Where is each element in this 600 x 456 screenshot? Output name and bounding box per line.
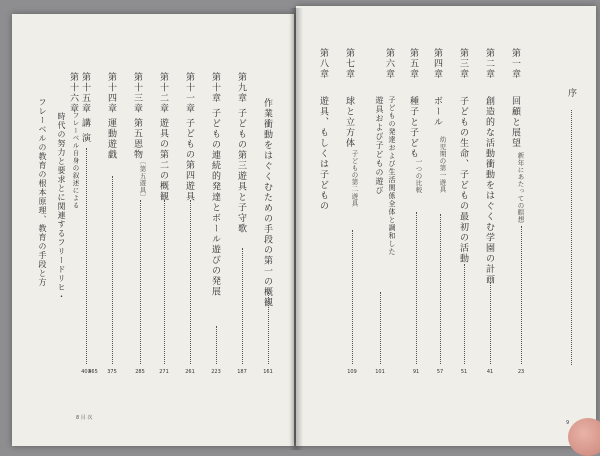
toc-page-num: 91	[412, 369, 420, 375]
toc-leader	[571, 110, 572, 365]
toc-chapter-title: 第五恩物	[132, 118, 142, 160]
toc-chapter-sub: 子どもの第二遊具	[350, 150, 359, 207]
toc-leader	[416, 212, 417, 364]
toc-chapter-num: 第十五章	[80, 72, 90, 114]
toc-page-num: 109	[347, 369, 357, 375]
toc-leader	[380, 292, 381, 364]
left-page-footer: 8 目 次	[76, 415, 93, 421]
toc-chapter-title: ボール	[432, 96, 442, 128]
toc-chapter-num: 第一章	[510, 48, 520, 80]
toc-chapter-title: 創造的な活動衝動をはぐくむ学園の計画	[484, 96, 494, 285]
toc-chapter-title-line3: フレーベルの教育の根本原理、教育の手段と方	[38, 98, 47, 287]
toc-chapter-title: 講演	[80, 118, 90, 148]
toc-leader	[490, 282, 491, 364]
toc-chapter-num: 第四章	[432, 48, 442, 80]
toc-chapter-title: 球と立方体	[344, 96, 354, 149]
toc-leader	[216, 326, 217, 364]
finger-shadow	[568, 418, 600, 456]
toc-chapter-num: 第九章	[236, 72, 246, 104]
toc-chapter-title: 種子と子ども	[408, 96, 418, 159]
toc-page-num: 51	[460, 369, 468, 375]
toc-leader	[352, 230, 353, 364]
toc-page-num: 161	[263, 369, 273, 375]
toc-chapter-title: 子どもの生命、子どもの最初の活動	[458, 96, 468, 264]
toc-chapter-sub: 〔第五遊具〕	[138, 158, 147, 201]
toc-leader	[268, 292, 269, 364]
toc-chapter-num: 第十二章	[158, 72, 168, 114]
toc-chapter-title: 遊具の第二の概観	[158, 118, 168, 202]
toc-chapter-title: 子どもの第四遊具	[184, 118, 194, 202]
toc-page-num: 223	[211, 369, 221, 375]
toc-leader	[440, 214, 441, 364]
toc-chapter-num: 第十四章	[106, 72, 116, 114]
toc-page-num: 41	[486, 369, 494, 375]
toc-chapter-title-line2: 時代の努力と要求とに関連するフリードリヒ・	[57, 112, 66, 301]
toc-chapter-num: 第七章	[344, 48, 354, 80]
toc-chapter-sub: 幼児期の第一遊具	[438, 136, 447, 193]
toc-chapter-sub: 一つの比較	[414, 158, 423, 194]
toc-chapter-title-line1: フレーベル自身の叙述による	[71, 112, 80, 210]
left-page	[12, 14, 294, 446]
toc-chapter-num: 第三章	[458, 48, 468, 80]
toc-leader	[164, 200, 165, 364]
toc-page-num: 285	[135, 369, 145, 375]
toc-leader	[112, 176, 113, 364]
toc-chapter-title-line1: 子どもの発達および生活関係全体と調和した	[388, 96, 396, 256]
toc-page-num: 187	[237, 369, 247, 375]
toc-chapter-title: 遊具、もしくは子どもの	[318, 96, 328, 212]
right-page	[296, 6, 596, 446]
toc-chapter-title-line2: 遊具および子どもの遊び	[375, 96, 384, 195]
toc-leader	[140, 200, 141, 364]
toc-page-num: 271	[159, 369, 169, 375]
toc-chapter-num: 第二章	[484, 48, 494, 80]
toc-chapter-num: 第十章	[210, 72, 220, 104]
toc-page-num: 375	[107, 369, 117, 375]
book-gutter	[289, 8, 303, 450]
toc-preface-label: 序	[566, 88, 576, 99]
toc-chapter-num: 第六章	[384, 48, 394, 80]
toc-leader	[242, 248, 243, 364]
toc-chapter-num: 第十一章	[184, 72, 194, 114]
toc-chapter-num: 第十六章	[68, 72, 78, 114]
toc-chapter-num: 第五章	[408, 48, 418, 80]
toc-page-num: 403	[81, 369, 91, 375]
page-folio: 9	[566, 420, 570, 426]
toc-page-num: 261	[185, 369, 195, 375]
toc-page-num: 23	[517, 369, 525, 375]
toc-chapter-title-line2: 作業衝動をはぐくむための手段の第一の概観	[262, 98, 272, 308]
toc-chapter-num: 第十三章	[132, 72, 142, 114]
toc-page-num: 101	[375, 369, 385, 375]
toc-leader	[190, 200, 191, 364]
toc-page-num: 465	[88, 369, 98, 375]
toc-chapter-num: 第八章	[318, 48, 328, 80]
toc-chapter-title: 子どもの連続的発達とボール遊びの発展	[210, 108, 220, 297]
toc-leader	[86, 148, 87, 364]
toc-chapter-title: 回顧と展望	[510, 96, 520, 149]
toc-leader	[521, 226, 522, 364]
toc-chapter-title: 運動遊戯	[106, 118, 116, 160]
toc-page-num: 57	[436, 369, 444, 375]
toc-leader	[464, 264, 465, 364]
toc-chapter-sub: 新年にあたっての瞑想	[516, 152, 525, 223]
toc-chapter-title: 子どもの第三遊具と子守歌	[236, 108, 246, 234]
